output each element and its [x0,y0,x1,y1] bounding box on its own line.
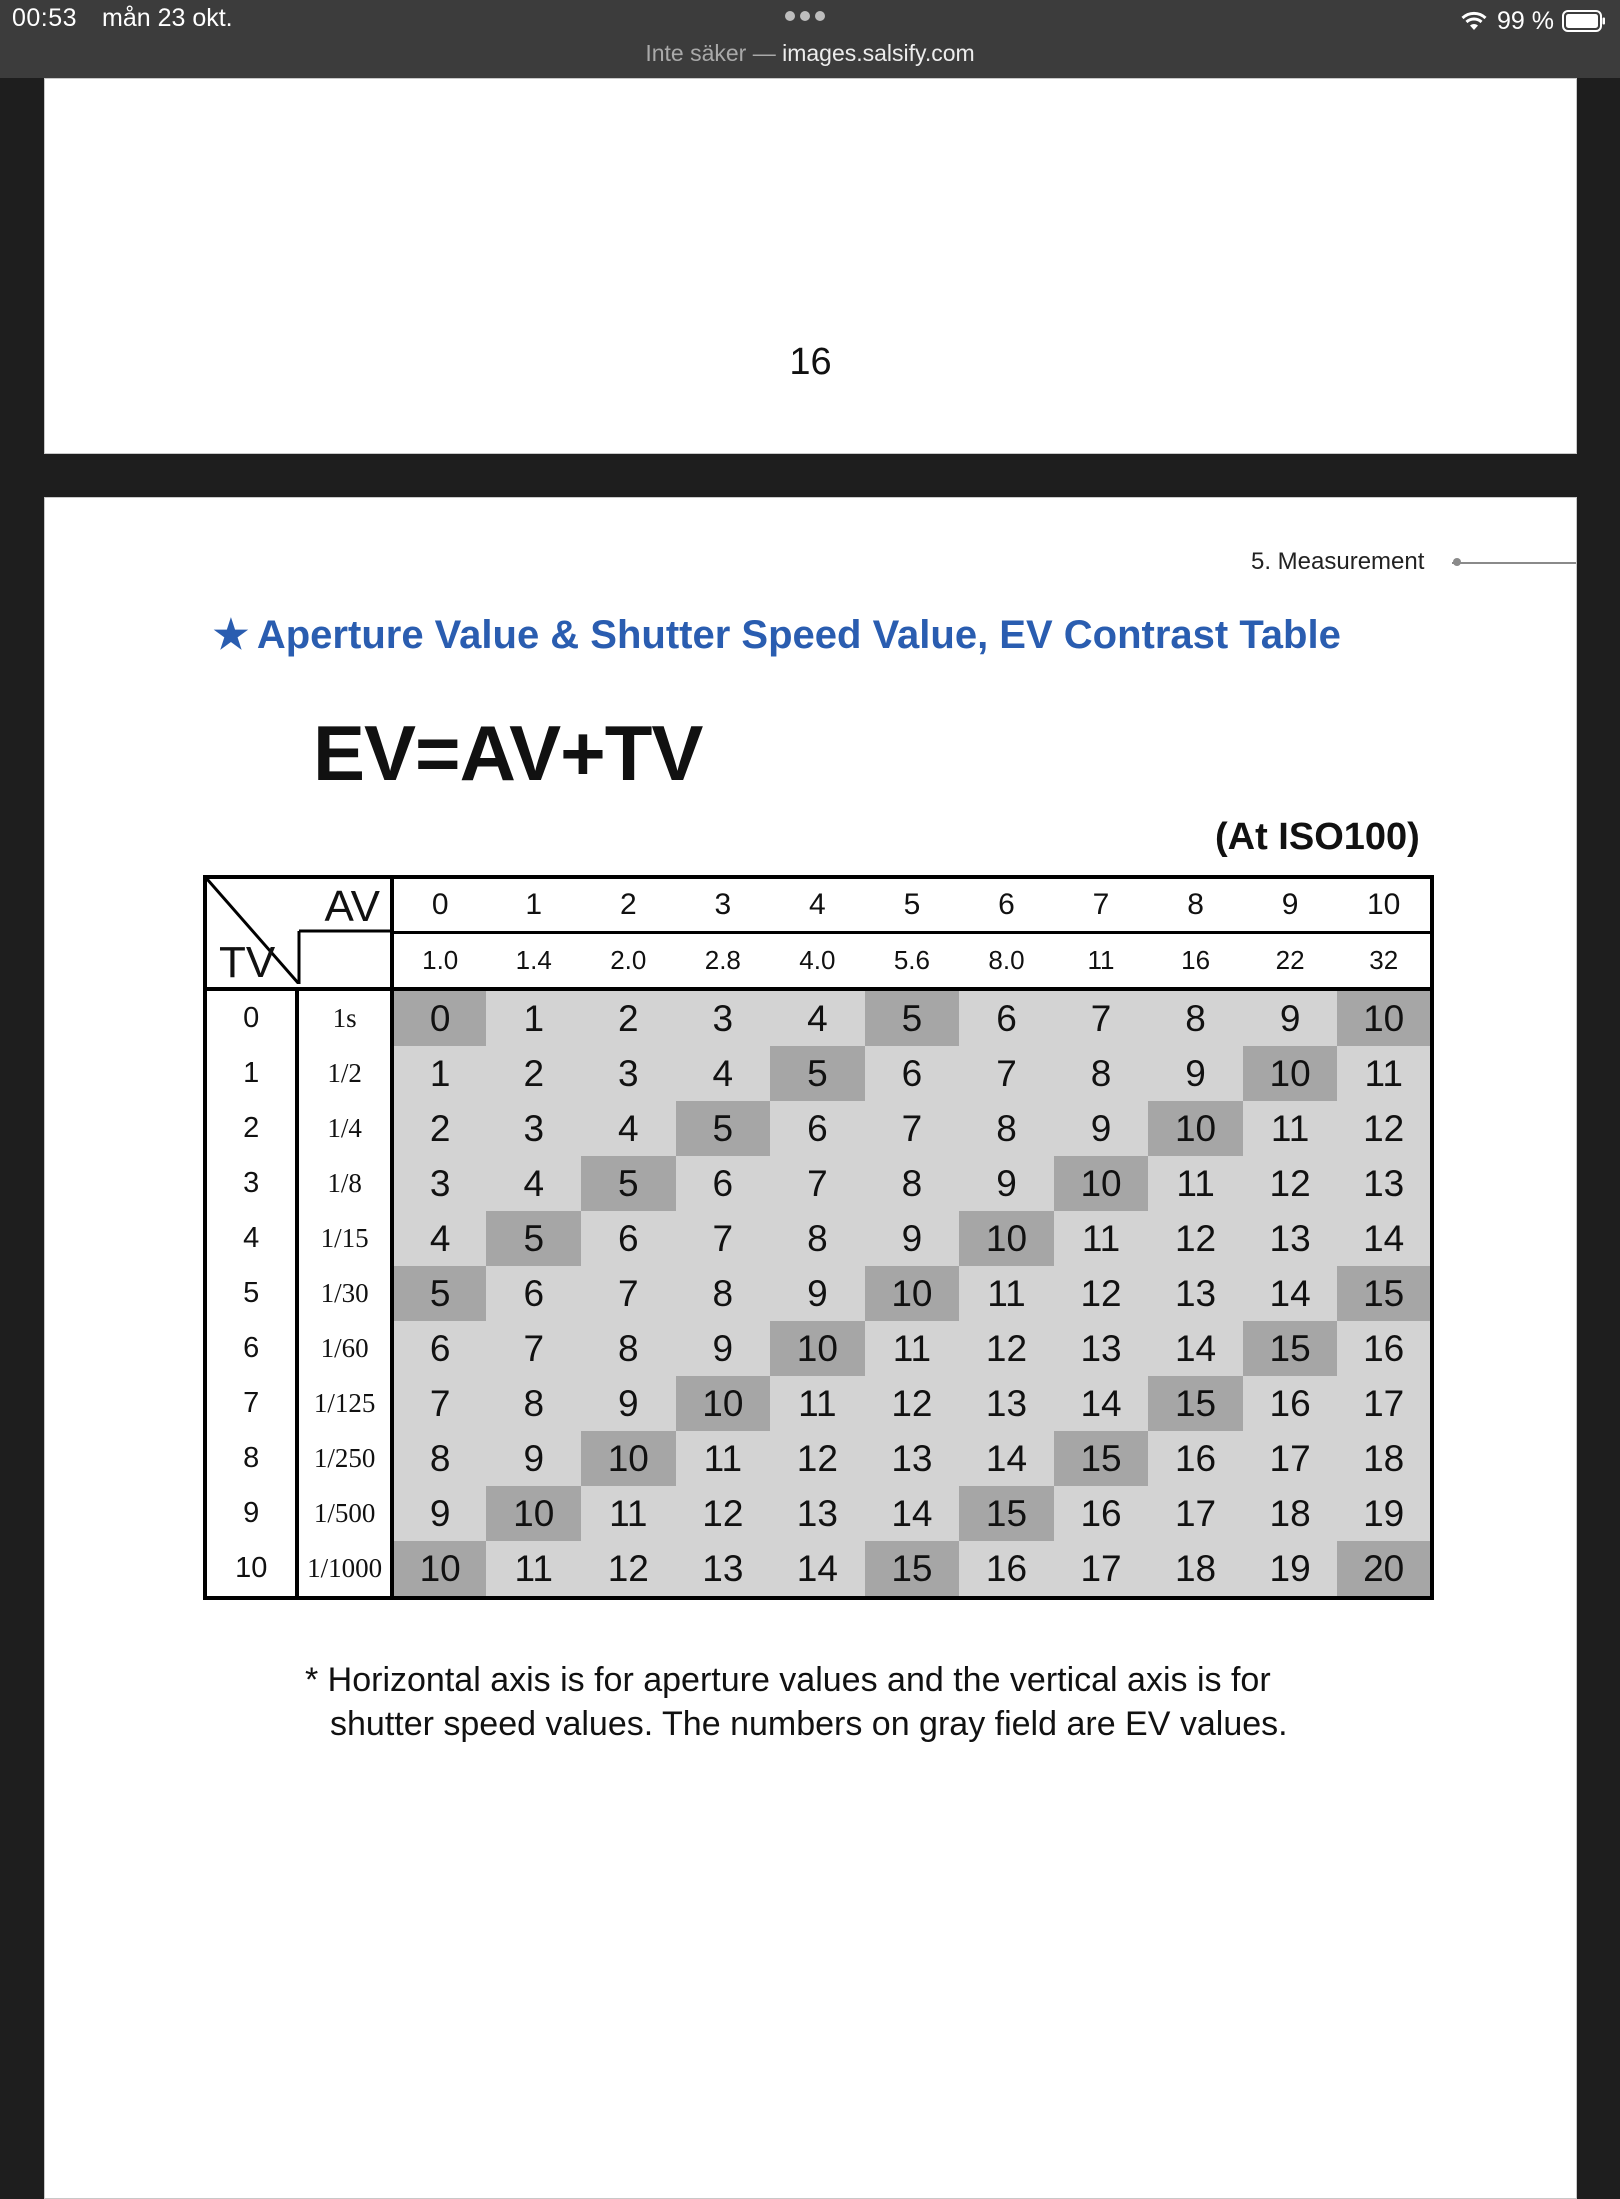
table-title [213,612,1341,658]
ev-value-cell: 9 [959,1156,1054,1211]
ev-value-cell: 11 [676,1431,771,1486]
ev-value-cell: 8 [959,1101,1054,1156]
ev-value-cell: 14 [1337,1211,1432,1266]
table-row [205,1486,1432,1541]
browser-top-bar [0,0,1620,78]
ev-value-cell: 13 [1337,1156,1432,1211]
ev-value-cell: 13 [676,1541,771,1598]
fnumber-cell: 5.6 [865,933,960,990]
tv-value-cell: 2 [205,1101,297,1156]
ev-value-cell: 19 [1243,1541,1338,1598]
ev-value-cell: 7 [865,1101,960,1156]
shutter-speed-cell: 1/4 [297,1101,391,1156]
fnumber-cell: 8.0 [959,933,1054,990]
ev-value-cell: 10 [486,1486,581,1541]
ev-value-cell: 12 [1148,1211,1243,1266]
ev-value-cell: 4 [676,1046,771,1101]
ev-value-cell: 7 [486,1321,581,1376]
shutter-speed-cell: 1/125 [297,1376,391,1431]
ev-value-cell: 9 [1148,1046,1243,1101]
ev-value-cell: 10 [581,1431,676,1486]
ev-value-cell: 12 [1243,1156,1338,1211]
ev-table-wrapper [203,875,1434,1595]
table-corner [205,877,392,989]
ev-value-cell: 12 [1054,1266,1149,1321]
footnote-line-2: shutter speed values. The numbers on gray field are EV values. [330,1705,1288,1743]
table-row [205,1046,1432,1101]
ev-value-cell: 14 [865,1486,960,1541]
ev-value-cell: 1 [486,989,581,1046]
tv-value-cell: 3 [205,1156,297,1211]
status-right [1459,4,1606,38]
ev-value-cell: 18 [1243,1486,1338,1541]
table-row [205,1211,1432,1266]
table-row [205,1156,1432,1211]
more-dots-icon[interactable] [785,8,833,28]
table-row [205,1376,1432,1431]
ev-value-cell: 10 [1243,1046,1338,1101]
av-value-cell: 10 [1337,877,1432,933]
fnumber-cell: 2.0 [581,933,676,990]
ev-value-cell: 9 [770,1266,865,1321]
tv-value-cell: 7 [205,1376,297,1431]
battery-icon [1562,10,1606,32]
av-value-cell: 0 [392,877,487,933]
shutter-speed-cell: 1/2 [297,1046,391,1101]
av-value-cell: 4 [770,877,865,933]
ev-value-cell: 5 [486,1211,581,1266]
ev-value-cell: 10 [392,1541,487,1598]
ev-value-cell: 15 [1243,1321,1338,1376]
ev-value-cell: 10 [1054,1156,1149,1211]
ev-value-cell: 7 [959,1046,1054,1101]
fnumber-cell: 1.0 [392,933,487,990]
ev-value-cell: 6 [486,1266,581,1321]
shutter-speed-cell: 1s [297,989,391,1046]
ev-value-cell: 10 [865,1266,960,1321]
fnumber-cell: 4.0 [770,933,865,990]
ev-value-cell: 7 [1054,989,1149,1046]
ev-value-cell: 5 [676,1101,771,1156]
ev-contrast-table [203,875,1434,1600]
shutter-speed-cell: 1/500 [297,1486,391,1541]
tv-value-cell: 10 [205,1541,297,1598]
tv-value-cell: 0 [205,989,297,1046]
ev-value-cell: 9 [486,1431,581,1486]
ev-value-cell: 12 [581,1541,676,1598]
ev-value-cell: 13 [1243,1211,1338,1266]
ev-value-cell: 8 [676,1266,771,1321]
ev-value-cell: 3 [581,1046,676,1101]
av-value-cell: 6 [959,877,1054,933]
table-row [205,989,1432,1046]
fnumber-cell: 11 [1054,933,1149,990]
table-row [205,1266,1432,1321]
av-axis-label: AV [324,882,380,931]
ev-value-cell: 7 [676,1211,771,1266]
ev-value-cell: 18 [1148,1541,1243,1598]
ev-value-cell: 12 [865,1376,960,1431]
fnumber-cell: 32 [1337,933,1432,990]
ev-value-cell: 10 [676,1376,771,1431]
ev-value-cell: 11 [959,1266,1054,1321]
status-date: mån 23 okt. [102,4,233,32]
av-value-cell: 3 [676,877,771,933]
ev-value-cell: 5 [392,1266,487,1321]
ev-value-cell: 15 [1054,1431,1149,1486]
pdf-page-17 [44,497,1577,2199]
ev-value-cell: 7 [770,1156,865,1211]
ev-value-cell: 8 [865,1156,960,1211]
ev-value-cell: 6 [392,1321,487,1376]
ev-value-cell: 13 [1148,1266,1243,1321]
ev-value-cell: 4 [486,1156,581,1211]
ev-value-cell: 16 [1337,1321,1432,1376]
tv-value-cell: 5 [205,1266,297,1321]
ev-value-cell: 11 [1243,1101,1338,1156]
av-value-cell: 7 [1054,877,1149,933]
ev-value-cell: 10 [1148,1101,1243,1156]
ev-value-cell: 16 [1148,1431,1243,1486]
ev-value-cell: 6 [581,1211,676,1266]
ev-value-cell: 14 [959,1431,1054,1486]
ev-value-cell: 7 [581,1266,676,1321]
footnote-line-1: * Horizontal axis is for aperture values and the vertical axis is for [305,1661,1271,1699]
wifi-icon [1459,10,1489,32]
fnumber-cell: 1.4 [486,933,581,990]
ev-value-cell: 8 [1054,1046,1149,1101]
star-icon: ★ [213,613,249,657]
ev-value-cell: 9 [676,1321,771,1376]
footnote [305,1658,1288,1746]
ev-value-cell: 10 [770,1321,865,1376]
section-rule [1452,562,1576,564]
ev-value-cell: 6 [959,989,1054,1046]
ev-value-cell: 8 [770,1211,865,1266]
ev-value-cell: 17 [1054,1541,1149,1598]
av-value-cell: 8 [1148,877,1243,933]
ev-value-cell: 11 [1148,1156,1243,1211]
ev-value-cell: 2 [486,1046,581,1101]
battery-percent: 99 % [1497,6,1554,35]
ev-value-cell: 3 [392,1156,487,1211]
ev-value-cell: 9 [1243,989,1338,1046]
ev-value-cell: 19 [1337,1486,1432,1541]
ev-value-cell: 9 [865,1211,960,1266]
ev-value-cell: 12 [959,1321,1054,1376]
ev-value-cell: 8 [486,1376,581,1431]
tv-axis-label: TV [219,938,276,987]
ev-value-cell: 16 [1054,1486,1149,1541]
ev-value-cell: 3 [676,989,771,1046]
ev-value-cell: 13 [865,1431,960,1486]
ev-value-cell: 1 [392,1046,487,1101]
ev-value-cell: 8 [1148,989,1243,1046]
table-title-text: Aperture Value & Shutter Speed Value, EV Contrast Table [256,613,1341,657]
ev-value-cell: 14 [770,1541,865,1598]
ev-value-cell: 8 [392,1431,487,1486]
pdf-page-16 [44,78,1577,454]
shutter-speed-cell: 1/15 [297,1211,391,1266]
av-value-cell: 5 [865,877,960,933]
fnumber-cell: 16 [1148,933,1243,990]
ev-value-cell: 5 [865,989,960,1046]
table-row [205,1431,1432,1486]
ev-value-cell: 17 [1243,1431,1338,1486]
ev-value-cell: 11 [1054,1211,1149,1266]
ev-value-cell: 10 [959,1211,1054,1266]
status-time: 00:53 [12,4,78,32]
ev-value-cell: 17 [1337,1376,1432,1431]
ev-value-cell: 4 [770,989,865,1046]
ev-value-cell: 2 [581,989,676,1046]
av-header-row [205,877,1432,933]
ev-value-cell: 11 [1337,1046,1432,1101]
ev-value-cell: 15 [959,1486,1054,1541]
ev-value-cell: 17 [1148,1486,1243,1541]
ev-value-cell: 9 [581,1376,676,1431]
tv-value-cell: 4 [205,1211,297,1266]
tv-value-cell: 6 [205,1321,297,1376]
shutter-speed-cell: 1/1000 [297,1541,391,1598]
ev-value-cell: 12 [1337,1101,1432,1156]
ev-value-cell: 3 [486,1101,581,1156]
address-domain: images.salsify.com [782,40,975,66]
ev-value-cell: 2 [392,1101,487,1156]
table-row [205,1541,1432,1598]
ev-value-cell: 14 [1148,1321,1243,1376]
tv-value-cell: 9 [205,1486,297,1541]
table-row [205,1321,1432,1376]
ev-value-cell: 11 [865,1321,960,1376]
av-value-cell: 9 [1243,877,1338,933]
ev-value-cell: 6 [676,1156,771,1211]
ev-value-cell: 15 [865,1541,960,1598]
shutter-speed-cell: 1/8 [297,1156,391,1211]
iso-note: (At ISO100) [1215,816,1420,858]
ev-value-cell: 18 [1337,1431,1432,1486]
ev-value-cell: 4 [392,1211,487,1266]
ev-value-cell: 15 [1337,1266,1432,1321]
ev-value-cell: 7 [392,1376,487,1431]
ev-value-cell: 15 [1148,1376,1243,1431]
ev-value-cell: 6 [770,1101,865,1156]
ev-value-cell: 6 [865,1046,960,1101]
section-label: 5. Measurement [1251,548,1425,575]
ev-value-cell: 20 [1337,1541,1432,1598]
ev-value-cell: 16 [959,1541,1054,1598]
ev-value-cell: 11 [486,1541,581,1598]
ev-value-cell: 14 [1243,1266,1338,1321]
shutter-speed-cell: 1/60 [297,1321,391,1376]
address-bar[interactable] [0,40,1620,67]
ev-value-cell: 5 [770,1046,865,1101]
not-secure-label: Inte säker — [645,40,776,66]
ev-value-cell: 12 [770,1431,865,1486]
ev-value-cell: 11 [581,1486,676,1541]
ev-value-cell: 5 [581,1156,676,1211]
tv-value-cell: 1 [205,1046,297,1101]
fnumber-cell: 2.8 [676,933,771,990]
ev-value-cell: 4 [581,1101,676,1156]
page-number: 16 [789,341,832,383]
ev-value-cell: 13 [770,1486,865,1541]
fnumber-cell: 22 [1243,933,1338,990]
ev-value-cell: 11 [770,1376,865,1431]
ev-value-cell: 13 [1054,1321,1149,1376]
tv-value-cell: 8 [205,1431,297,1486]
ev-value-cell: 16 [1243,1376,1338,1431]
av-value-cell: 1 [486,877,581,933]
ev-value-cell: 14 [1054,1376,1149,1431]
table-row [205,1101,1432,1156]
ev-value-cell: 9 [392,1486,487,1541]
ev-value-cell: 8 [581,1321,676,1376]
ev-value-cell: 10 [1337,989,1432,1046]
av-value-cell: 2 [581,877,676,933]
shutter-speed-cell: 1/30 [297,1266,391,1321]
ev-value-cell: 13 [959,1376,1054,1431]
shutter-speed-cell: 1/250 [297,1431,391,1486]
ev-value-cell: 9 [1054,1101,1149,1156]
ev-formula: EV=AV+TV [313,709,703,797]
ev-value-cell: 12 [676,1486,771,1541]
ev-value-cell: 0 [392,989,487,1046]
